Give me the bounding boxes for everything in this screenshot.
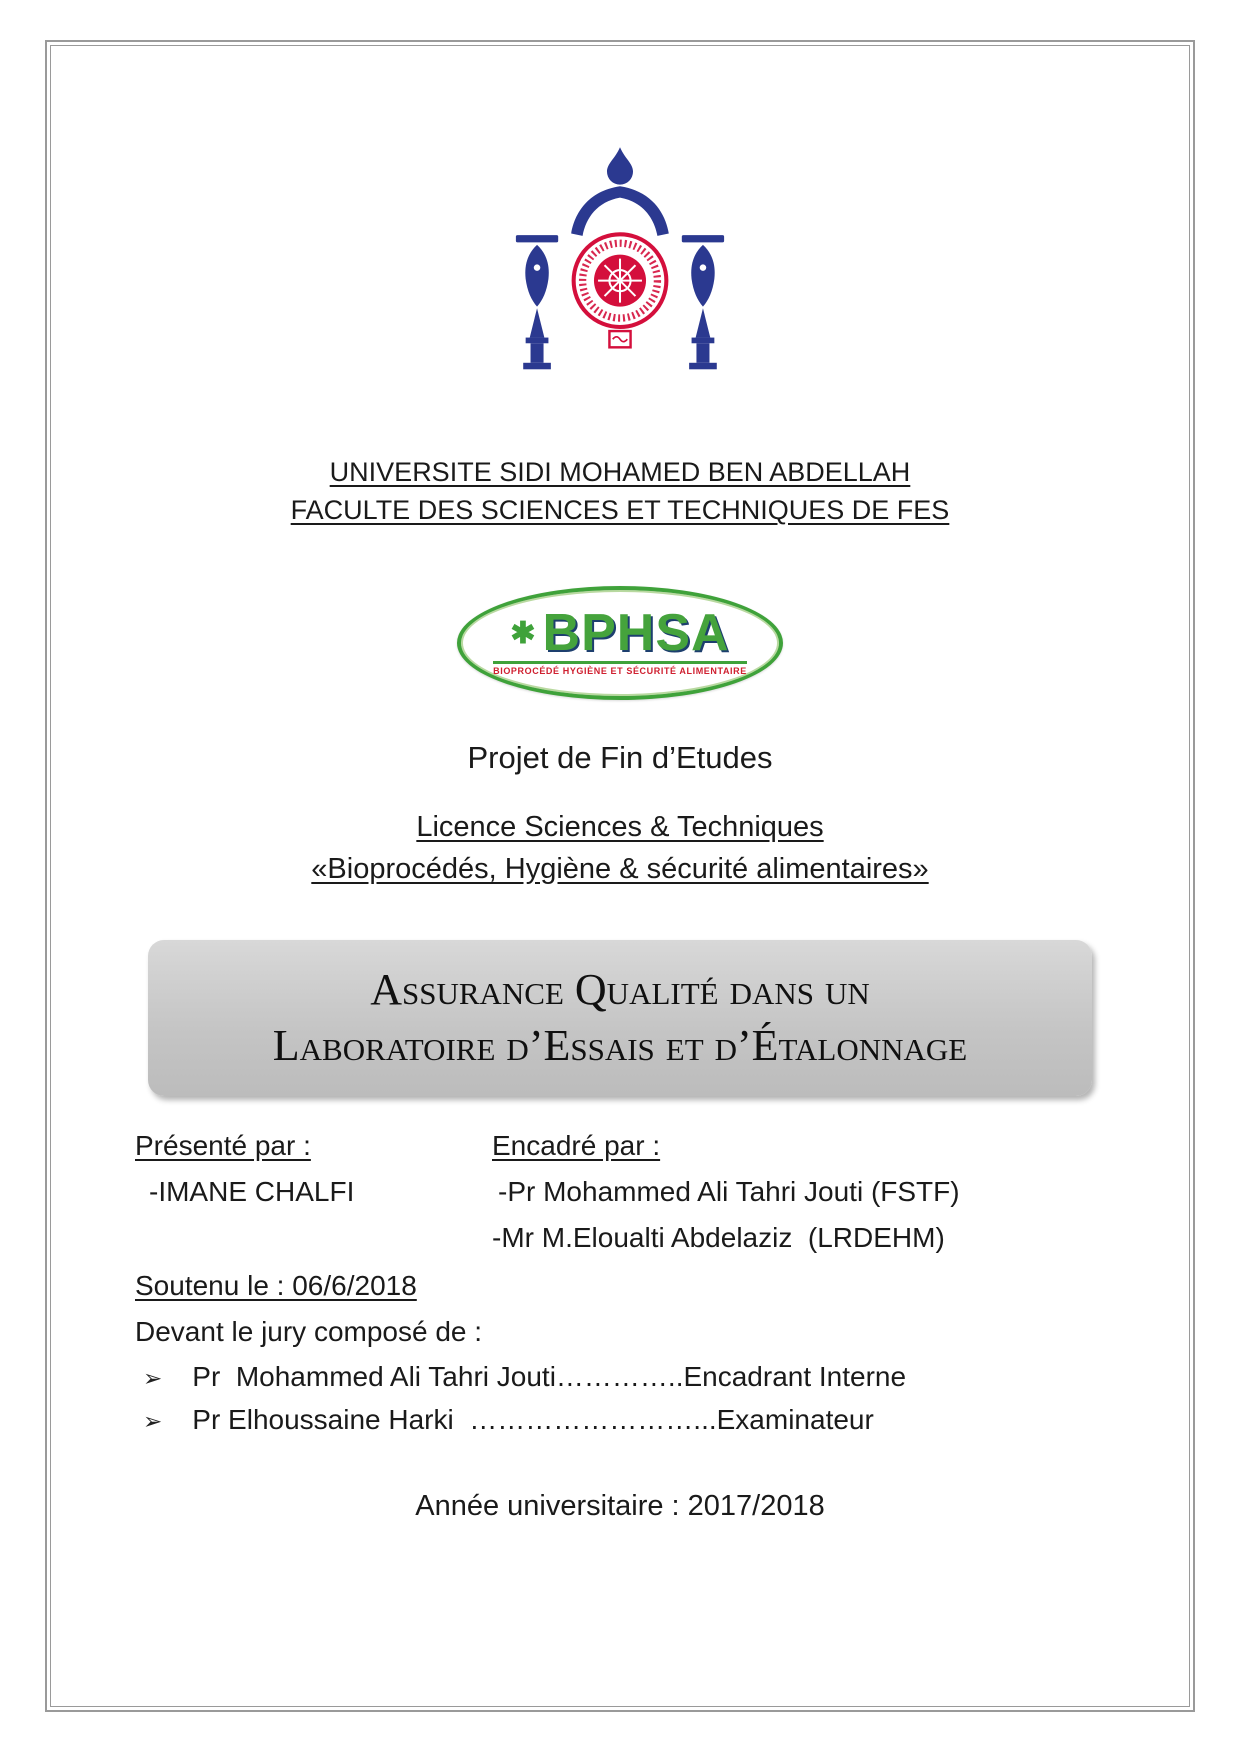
page-border-frame bbox=[45, 40, 1195, 1712]
usmba-emblem-graphic bbox=[498, 144, 742, 388]
institution-block bbox=[135, 454, 1105, 530]
arrow-bullet-icon: ➢ bbox=[143, 1365, 163, 1392]
bphsa-acronym: BPHSA bbox=[542, 603, 730, 662]
university-logo bbox=[135, 144, 1105, 396]
bphsa-logo-ellipse bbox=[457, 586, 783, 700]
thesis-title-banner bbox=[148, 940, 1092, 1097]
supervised-by-label: Encadré par : bbox=[492, 1130, 661, 1162]
jury-member-1: Pr Mohammed Ali Tahri Jouti…………..Encadrant Interne bbox=[192, 1361, 907, 1393]
jury-item bbox=[135, 1402, 1105, 1439]
arrow-bullet-icon: ➢ bbox=[143, 1408, 163, 1435]
jury-intro: Devant le jury composé de : bbox=[135, 1316, 483, 1348]
degree-specialty: «Bioprocédés, Hygiène & sécurité alimentaires» bbox=[311, 852, 929, 885]
jury-member-2: Pr Elhoussaine Harki ……………………...Examinateur bbox=[192, 1404, 874, 1436]
project-type: Projet de Fin d’Etudes bbox=[467, 739, 773, 775]
presented-by-label: Présenté par : bbox=[135, 1130, 311, 1162]
bphsa-logo bbox=[135, 586, 1105, 700]
jury-list bbox=[135, 1359, 1105, 1439]
bphsa-flower-icon: ✱ bbox=[510, 616, 536, 650]
credits-section bbox=[135, 1128, 1105, 1525]
author-name: -IMANE CHALFI bbox=[149, 1176, 355, 1208]
jury-item bbox=[135, 1359, 1105, 1396]
degree-name: Licence Sciences & Techniques bbox=[416, 810, 824, 843]
thesis-title-line1: Assurance Qualité dans un bbox=[370, 964, 870, 1014]
university-name: UNIVERSITE SIDI MOHAMED BEN ABDELLAH bbox=[329, 457, 911, 487]
cover-page bbox=[50, 45, 1190, 1707]
supervisor-1: -Pr Mohammed Ali Tahri Jouti (FSTF) bbox=[498, 1176, 960, 1208]
academic-year: Année universitaire : 2017/2018 bbox=[415, 1489, 825, 1522]
defense-date: Soutenu le : 06/6/2018 bbox=[135, 1270, 417, 1302]
presented-by-column bbox=[135, 1128, 492, 1266]
supervised-by-column bbox=[492, 1128, 1105, 1266]
bphsa-tagline: BIOPROCÉDÉ HYGIÈNE ET SÉCURITÉ ALIMENTAIRE bbox=[493, 661, 747, 676]
faculty-name: FACULTE DES SCIENCES ET TECHNIQUES DE FES bbox=[290, 494, 950, 525]
degree-block bbox=[135, 806, 1105, 890]
thesis-title-line2: Laboratoire d’Essais et d’Étalonnage bbox=[272, 1021, 968, 1070]
supervisor-2: -Mr M.Eloualti Abdelaziz (LRDEHM) bbox=[492, 1222, 945, 1254]
